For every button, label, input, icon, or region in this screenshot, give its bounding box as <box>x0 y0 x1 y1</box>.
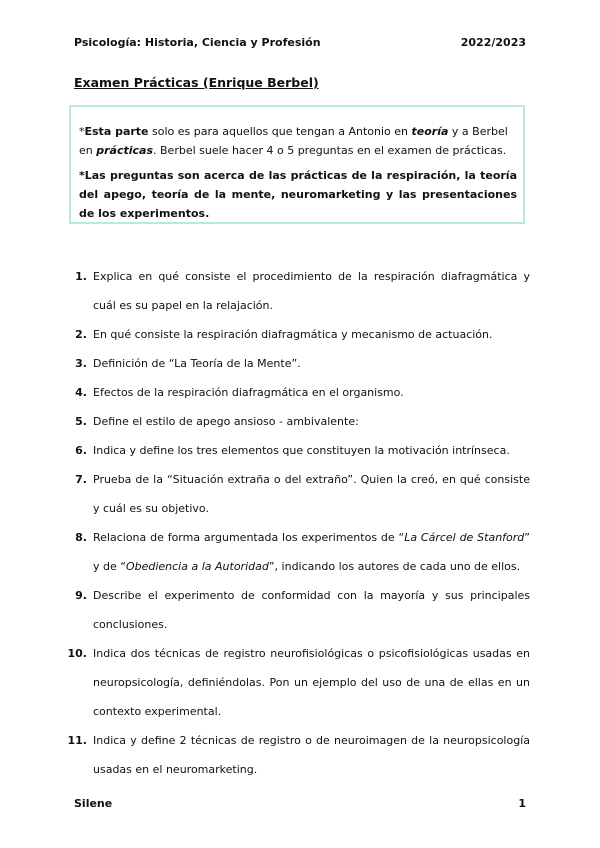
question-text: Indica y define los tres elementos que constituyen la motivación intrínseca. <box>93 444 510 457</box>
question-number: 10. <box>67 647 87 660</box>
page-footer <box>74 797 526 810</box>
question-text: Indica dos técnicas de registro neurofisiológicas o psicofisiológicas usadas en neuropsicología, definiéndolas. Pon un ejemplo del uso de una de ellas en un contexto experimental. <box>93 647 530 718</box>
question-text: Describe el experimento de conformidad con la mayoría y sus principales conclusiones. <box>93 589 530 631</box>
question-text: Relaciona de forma argumentada los experimentos de “La Cárcel de Stanford” y de “Obediencia a la Autoridad”, indicando los autores de cada uno de ellos. <box>93 531 530 573</box>
question-text: Explica en qué consiste el procedimiento de la respiración diafragmática y cuál es su papel en la relajación. <box>93 270 530 312</box>
course-title: Psicología: Historia, Ciencia y Profesión <box>74 36 321 49</box>
question-item <box>66 581 530 639</box>
question-item <box>66 726 530 784</box>
question-list <box>66 262 530 784</box>
question-item <box>66 262 530 320</box>
note-teoria: teoría <box>411 125 449 138</box>
note-box <box>69 105 525 224</box>
question-item <box>66 407 530 436</box>
note-practicas: prácticas <box>96 144 154 157</box>
question-item <box>66 639 530 726</box>
page-header <box>74 36 526 49</box>
question-number: 5. <box>75 415 87 428</box>
question-text: Efectos de la respiración diafragmática en el organismo. <box>93 386 404 399</box>
question-item <box>66 320 530 349</box>
question-text: En qué consiste la respiración diafragmática y mecanismo de actuación. <box>93 328 493 341</box>
academic-year: 2022/2023 <box>460 36 526 49</box>
footer-author: Silene <box>74 797 113 810</box>
question-text: Prueba de la “Situación extraña o del extraño”. Quien la creó, en qué consiste y cuál es su objetivo. <box>93 473 530 515</box>
question-text: Indica y define 2 técnicas de registro o de neuroimagen de la neuropsicología usadas en el neuromarketing. <box>93 734 530 776</box>
note-intro: *Esta parte solo es para aquellos que tengan a Antonio en teoría y a Berbel en prácticas. Berbel suele hacer 4 o 5 preguntas en el examen de prácticas. <box>79 125 508 157</box>
question-number: 1. <box>75 270 87 283</box>
question-item <box>66 465 530 523</box>
question-number: 8. <box>75 531 87 544</box>
question-item <box>66 349 530 378</box>
question-number: 9. <box>75 589 87 602</box>
experiment-stanford: La Cárcel de Stanford <box>404 531 525 544</box>
question-number: 7. <box>75 473 87 486</box>
page-number: 1 <box>518 797 526 810</box>
question-item <box>66 436 530 465</box>
question-item <box>66 523 530 581</box>
question-number: 11. <box>67 734 87 747</box>
question-number: 2. <box>75 328 87 341</box>
note-emphasis: Esta parte <box>84 125 149 138</box>
question-number: 4. <box>75 386 87 399</box>
question-number: 6. <box>75 444 87 457</box>
exam-title: Examen Prácticas (Enrique Berbel) <box>74 75 319 90</box>
note-topics: *Las preguntas son acerca de las prácticas de la respiración, la teoría del apego, teoría de la mente, neuromarketing y las presentaciones de los experimentos. <box>79 169 517 220</box>
experiment-obedience: Obediencia a la Autoridad <box>125 560 269 573</box>
question-text: Define el estilo de apego ansioso - ambivalente: <box>93 415 359 428</box>
question-number: 3. <box>75 357 87 370</box>
question-text: Definición de “La Teoría de la Mente”. <box>93 357 301 370</box>
question-item <box>66 378 530 407</box>
